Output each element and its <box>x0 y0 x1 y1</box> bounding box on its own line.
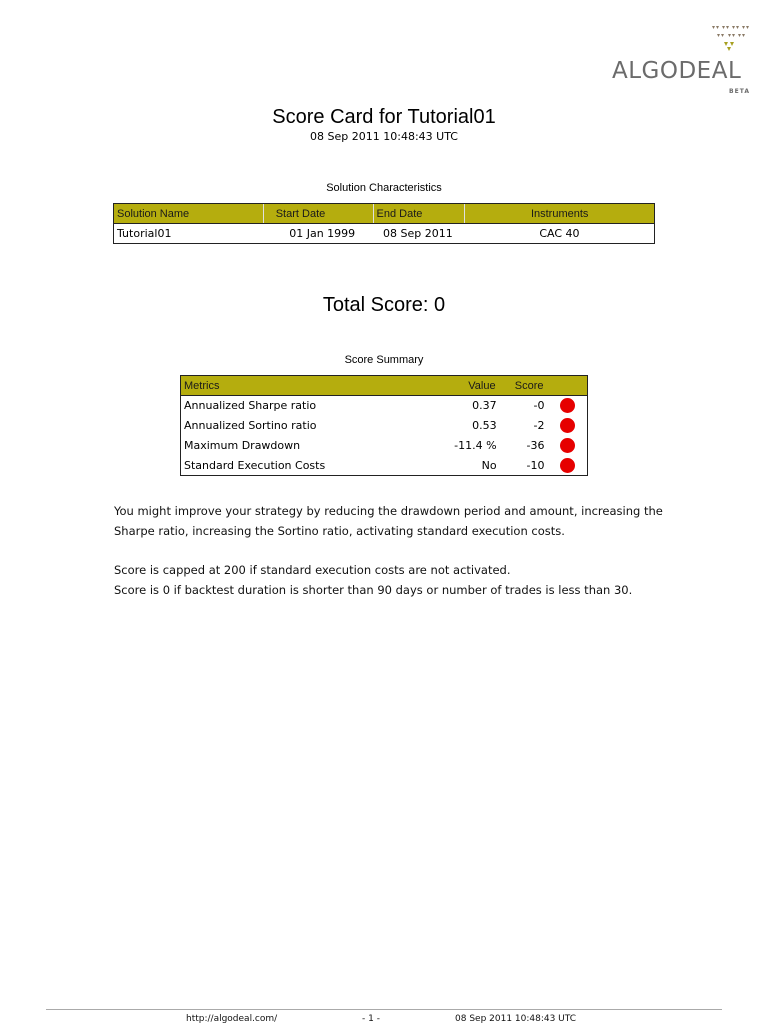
logo-wordmark: ALGODEAL <box>612 58 742 84</box>
score-rules-text <box>114 561 664 600</box>
score-cell: -2 <box>533 419 545 432</box>
instruments-cell: CAC 40 <box>465 224 655 244</box>
footer-divider <box>46 1009 722 1010</box>
footer-page-number: - 1 - <box>362 1014 380 1024</box>
column-header-metrics: Metrics <box>181 376 410 396</box>
table-row <box>181 436 588 456</box>
start-date-cell: 01 Jan 1999 <box>263 224 373 244</box>
score-zero-rule: Score is 0 if backtest duration is shorter than 90 days or number of trades is less than 30. <box>114 582 633 597</box>
score-cap-rule: Score is capped at 200 if standard execution costs are not activated. <box>114 563 511 577</box>
table-header-row <box>114 204 655 224</box>
table-row <box>181 456 588 476</box>
logo-beta-label: BETA <box>729 88 750 95</box>
table-header-row <box>181 376 588 396</box>
total-score: Total Score: 0 <box>322 294 446 316</box>
table-row <box>181 416 588 436</box>
red-status-dot-icon <box>560 418 575 433</box>
improvement-advice-text: You might improve your strategy by reducing the drawdown period and amount, increasing the Sharpe ratio, increasing the Sortino ratio, activating standard execution costs. <box>114 504 663 538</box>
score-summary-table <box>180 375 588 476</box>
red-status-dot-icon <box>560 398 575 413</box>
solution-table <box>113 203 655 244</box>
column-header-value: Value <box>410 376 500 396</box>
column-header-solution-name: Solution Name <box>114 204 264 224</box>
end-date-cell: 08 Sep 2011 <box>373 224 465 244</box>
score-cell: -36 <box>526 439 545 452</box>
page-timestamp: 08 Sep 2011 10:48:43 UTC <box>310 130 458 143</box>
table-row <box>114 224 655 244</box>
indicator-cell <box>548 436 588 456</box>
value-cell: -11.4 % <box>454 439 497 452</box>
value-cell: 0.37 <box>472 399 497 413</box>
indicator-cell <box>548 396 588 416</box>
column-header-score: Score <box>500 376 548 396</box>
vine-leaves-icon <box>708 24 752 52</box>
column-header-end-date: End Date <box>373 204 465 224</box>
metric-cell: Standard Execution Costs <box>181 456 410 476</box>
column-header-start-date: Start Date <box>263 204 373 224</box>
value-cell: 0.53 <box>472 419 497 432</box>
solution-name-cell: Tutorial01 <box>114 224 264 244</box>
algodeal-logo <box>612 24 752 104</box>
value-cell: No <box>410 456 500 476</box>
footer-url-link[interactable]: http://algodeal.com/ <box>186 1014 278 1024</box>
indicator-cell <box>548 416 588 436</box>
red-status-dot-icon <box>560 438 575 453</box>
solution-caption: Solution Characteristics <box>326 182 442 194</box>
red-status-dot-icon <box>560 458 575 473</box>
table-row <box>181 396 588 416</box>
column-header-instruments: Instruments <box>465 204 655 224</box>
summary-caption: Score Summary <box>344 354 424 366</box>
score-cell: -10 <box>500 456 548 476</box>
indicator-cell <box>548 456 588 476</box>
page-title: Score Card for Tutorial01 <box>272 106 496 128</box>
column-header-indicator <box>548 376 588 396</box>
footer-timestamp: 08 Sep 2011 10:48:43 UTC <box>455 1014 577 1024</box>
score-cell: -0 <box>533 399 545 413</box>
metric-cell: Maximum Drawdown <box>184 439 301 452</box>
metric-cell: Annualized Sortino ratio <box>184 419 317 432</box>
metric-cell: Annualized Sharpe ratio <box>184 399 317 413</box>
